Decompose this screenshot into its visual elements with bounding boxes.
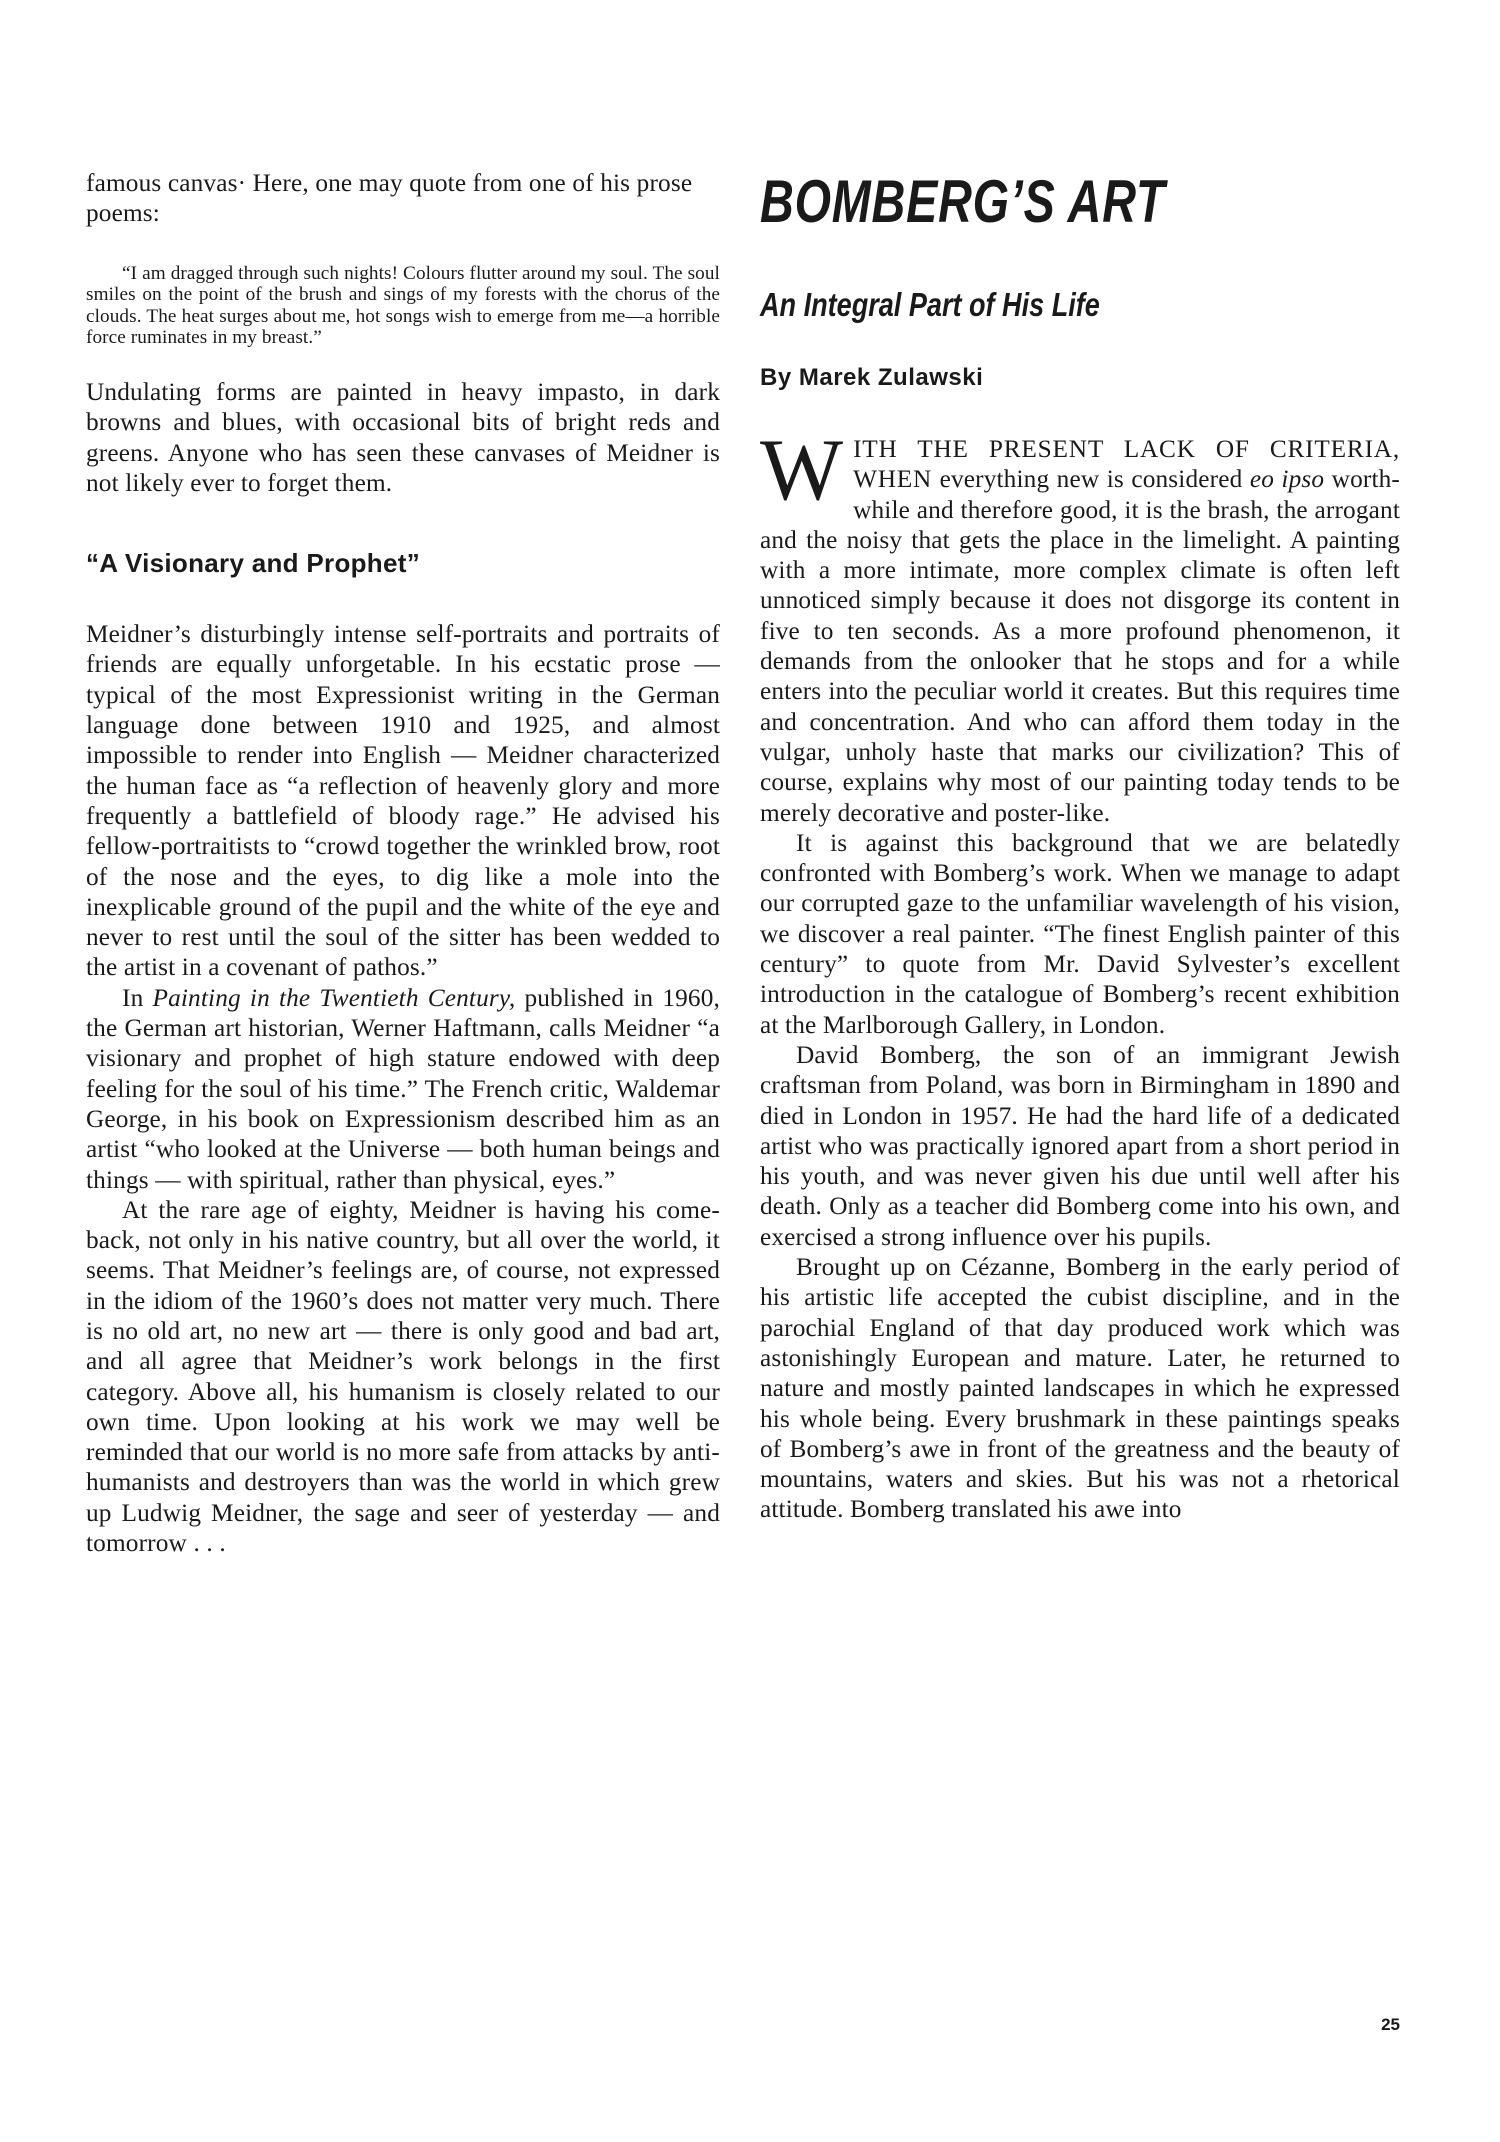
haftmann-rest: published in 1960, the German art historian, Werner Haftmann, calls Meidner “a visionary and prophet of high stature endowed with deep feeling for the soul of his time.” The French critic, Waldemar George, in his book on Expressionism described him as an artist “who looked at the Universe — both human beings and things — with spiritual, rather than physical, eyes.”	[86, 983, 720, 1194]
book-title: Painting in the Twentieth Century,	[152, 983, 516, 1012]
right-column	[760, 168, 1400, 1525]
prose-poem-quote: “I am dragged through such nights! Colours flutter around my soul. The soul smiles on the point of the brush and sings of my forests with the chorus of the clouds. The heat surges about me, hot songs wish to emerge from me—a horrible force ruminates in my breast.”	[86, 262, 720, 349]
section-subhead: “A Visionary and Prophet”	[86, 548, 421, 579]
lead-text-part2: worth-while and therefore good, it is the brash, the arrogant and the noisy that gets the place in the limelight. A painting with a more intimate, more complex climate is often left unnoticed simply because it does not disgorge its content in five to ten seconds. As a more profound phenomenon, it demands from the onlooker that he stops and for a while enters into the peculiar world it creates. But this requires time and concentration. And who can afford them today in the vulgar, unholy haste that marks our civilization? This of course, explains why most of our painting today tends to be merely decorative and poster-like.	[760, 465, 1400, 827]
left-column	[86, 168, 720, 1558]
cezanne-paragraph: Brought up on Cézanne, Bomberg in the early period of his artistic life accepted the cubist discipline, and in the parochial England of that day produced work which was astonishingly European and mature. Later, he returned to nature and mostly painted landscapes in which he expressed his whole being. Every brushmark in these paintings speaks of Bomberg’s awe in front of the greatness and the beauty of mountains, waters and skies. But his was not a rhetorical attitude. Bomberg translated his awe into	[760, 1253, 1400, 1524]
impasto-paragraph: Undulating forms are painted in heavy impasto, in dark browns and blues, with occasional bits of bright reds and greens. Anyone who has seen these canvases of Meidner is not likely ever to forget them.	[86, 377, 720, 497]
eighty-paragraph: At the rare age of eighty, Meidner is having his come-back, not only in his native country, but all over the world, it seems. That Meidner’s feelings are, of course, not expressed in the idiom of the 1960’s does not matter very much. There is no old art, no new art — there is only good and bad art, and all agree that Meidner’s work belongs in the first category. Above all, his humanism is closely related to our own time. Upon looking at his work we may well be reminded that our world is no more safe from attacks by anti-humanists and destroyers than was the world in which grew up Ludwig Meidner, the sage and seer of yesterday — and tomorrow . . .	[86, 1195, 720, 1558]
haftmann-paragraph	[86, 983, 720, 1195]
biography-paragraph: David Bomberg, the son of an immigrant Jewish craftsman from Poland, was born in Birmingham in 1890 and died in London in 1957. He had the hard life of a dedicated artist who was practically ignored apart from a short period in his youth, and was never given his due until well after his death. Only as a teacher did Bomberg come into his own, and exercised a strong influence over his pupils.	[760, 1040, 1400, 1251]
lead-italic: eo ipso	[1249, 465, 1325, 494]
intro-paragraph: famous canvas· Here, one may quote from one of his prose poems:	[86, 169, 693, 228]
portraits-paragraph: Meidner’s disturbingly intense self-portraits and portraits of friends are equally unforgetable. In his ecstatic prose — typical of the most Expressionist writing in the German language done between 1910 and 1925, and almost impossible to render into English — Meidner characterized the human face as “a reflection of heavenly glory and more frequently a battlefield of bloody rage.” He advised his fellow-portraitists to “crowd together the wrinkled brow, root of the nose and the eyes, to dig like a mole into the inexplicable ground of the pupil and the white of the eye and never to rest until the soul of the sitter has been wedded to the artist in a covenant of pathos.”	[86, 620, 720, 982]
lead-text-part1: everything new is considered	[932, 465, 1250, 494]
lead-small-caps: ITH THE PRESENT LACK OF CRITERIA, WHEN	[853, 435, 1400, 494]
lead-paragraph-block	[760, 422, 1400, 828]
article-subtitle: An Integral Part of His Life	[760, 286, 1100, 323]
article-title: BOMBERG’S ART	[760, 168, 1166, 235]
article-byline: By Marek Zulawski	[760, 364, 984, 391]
lead-paragraph	[760, 422, 1400, 828]
haftmann-prefix: In	[122, 983, 153, 1012]
background-paragraph: It is against this background that we are belatedly confronted with Bomberg’s work. When we manage to adapt our corrupted gaze to the unfamiliar wavelength of his vision, we discover a real painter. “The finest English painter of this century” to quote from Mr. David Sylvester’s excellent introduction in the catalogue of Bomberg’s recent exhibition at the Marlborough Gallery, in London.	[760, 828, 1400, 1039]
page-number: 25	[1381, 2015, 1400, 2034]
drop-cap: W	[760, 422, 844, 519]
